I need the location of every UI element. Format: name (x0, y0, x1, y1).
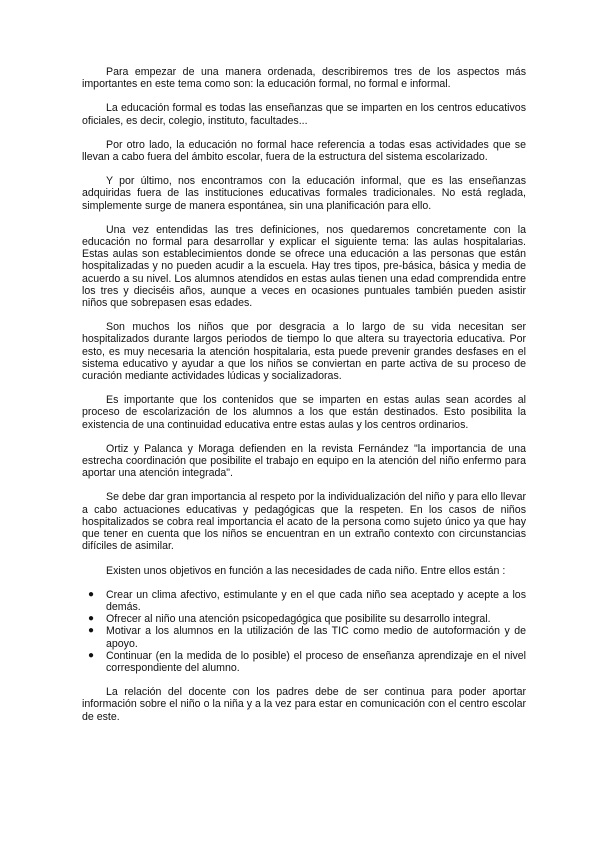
bullet-icon: ● (88, 613, 95, 625)
objectives-list (82, 589, 526, 674)
list-item-text: Continuar (en la medida de lo posible) el proceso de enseñanza aprendizaje en el nivel correspondiente del alumno. (106, 649, 526, 674)
list-item-text: Ofrecer al niño una atención psicopedagógica que posibilite su desarrollo integral. (106, 613, 491, 626)
paragraph-non-formal-education: Por otro lado, la educación no formal hace referencia a todas esas actividades que se llevan a cabo fuera del ámbito escolar, fuera de la estructura del sistema escolarizado. (82, 138, 526, 164)
list-item-text: Crear un clima afectivo, estimulante y en el que cada niño sea aceptado y acepte a los demás. (106, 588, 526, 613)
list-item (82, 650, 526, 674)
list-item (82, 613, 526, 625)
document-page (82, 66, 526, 735)
list-item (82, 589, 526, 613)
paragraph-contents: Es importante que los contenidos que se imparten en estas aulas sean acordes al proceso de escolarización de los alumnos a los que están destinados. Esto posibilita la existencia de una continuidad educativa entre estas aulas y los centros ordinarios. (82, 394, 526, 431)
list-item (82, 625, 526, 649)
paragraph-quote: Ortiz y Palanca y Moraga defienden en la revista Fernández "la importancia de una estrecha coordinación que posibilite el trabajo en equipo en la atención del niño enfermo para aportar una atención integrada". (82, 442, 526, 480)
paragraph-individualization: Se debe dar gran importancia al respeto por la individualización del niño y para ello llevar a cabo actuaciones educativas y pedagógicas que la respeten. En los casos de niños hospitalizados se cobra real importancia el acato de la persona como sujeto único ya que hay que tener en cuenta que los niños se encuentran en un extraño contexto con circunstancias difíciles de asimilar. (82, 491, 526, 553)
paragraph-informal-education: Y por último, nos encontramos con la educación informal, que es las enseñanzas adquiridas fuera de las instituciones educativas formales tradicionales. No está reglada, simplemente surge de manera espontánea, sin una planificación para ello. (82, 175, 526, 212)
paragraph-hospitalized-children: Son muchos los niños que por desgracia a lo largo de su vida necesitan ser hospitalizados durante largos periodos de tiempo lo que altera su trayectoria educativa. Por esto, es muy necesaria la atención hospitalaria, esta puede prevenir grandes desfases en el sistema educativo y ayudar a que los niños se conviertan en parte activa de su proceso de curación mediante actividades lúdicas y socializadoras. (82, 321, 526, 383)
paragraph-intro: Para empezar de una manera ordenada, describiremos tres de los aspectos más importantes en este tema como son: la educación formal, no formal e informal. (82, 66, 526, 91)
paragraph-formal-education: La educación formal es todas las enseñanzas que se imparten en los centros educativos oficiales, es decir, colegio, instituto, facultades... (82, 102, 526, 127)
paragraph-objectives-intro: Existen unos objetivos en función a las necesidades de cada niño. Entre ellos están : (106, 564, 506, 577)
paragraph-hospital-classrooms: Una vez entendidas las tres definiciones, nos quedaremos concretamente con la educación no formal para desarrollar y explicar el siguiente tema: las aulas hospitalarias. Estas aulas son establecimientos donde se ofrece una educación a las personas que están hospitalizadas y no pueden acudir a la escuela. Hay tres tipos, pre-básica, básica y media de acuerdo a su nivel. Los alumnos atendidos en estas aulas tienen una edad comprendida entre los tres y dieciséis años, aunque a veces en ocasiones puntuales también pueden asistir niños que sobrepasen esas edades. (82, 223, 526, 310)
bullet-icon: ● (88, 588, 95, 600)
bullet-icon: ● (88, 649, 95, 661)
bullet-icon: ● (88, 625, 95, 637)
paragraph-closing: La relación del docente con los padres debe de ser continua para poder aportar información sobre el niño o la niña y a la vez para estar en comunicación con el centro escolar de este. (82, 686, 526, 723)
list-item-text: Motivar a los alumnos en la utilización de las TIC como medio de autoformación y de apoyo. (106, 625, 526, 650)
